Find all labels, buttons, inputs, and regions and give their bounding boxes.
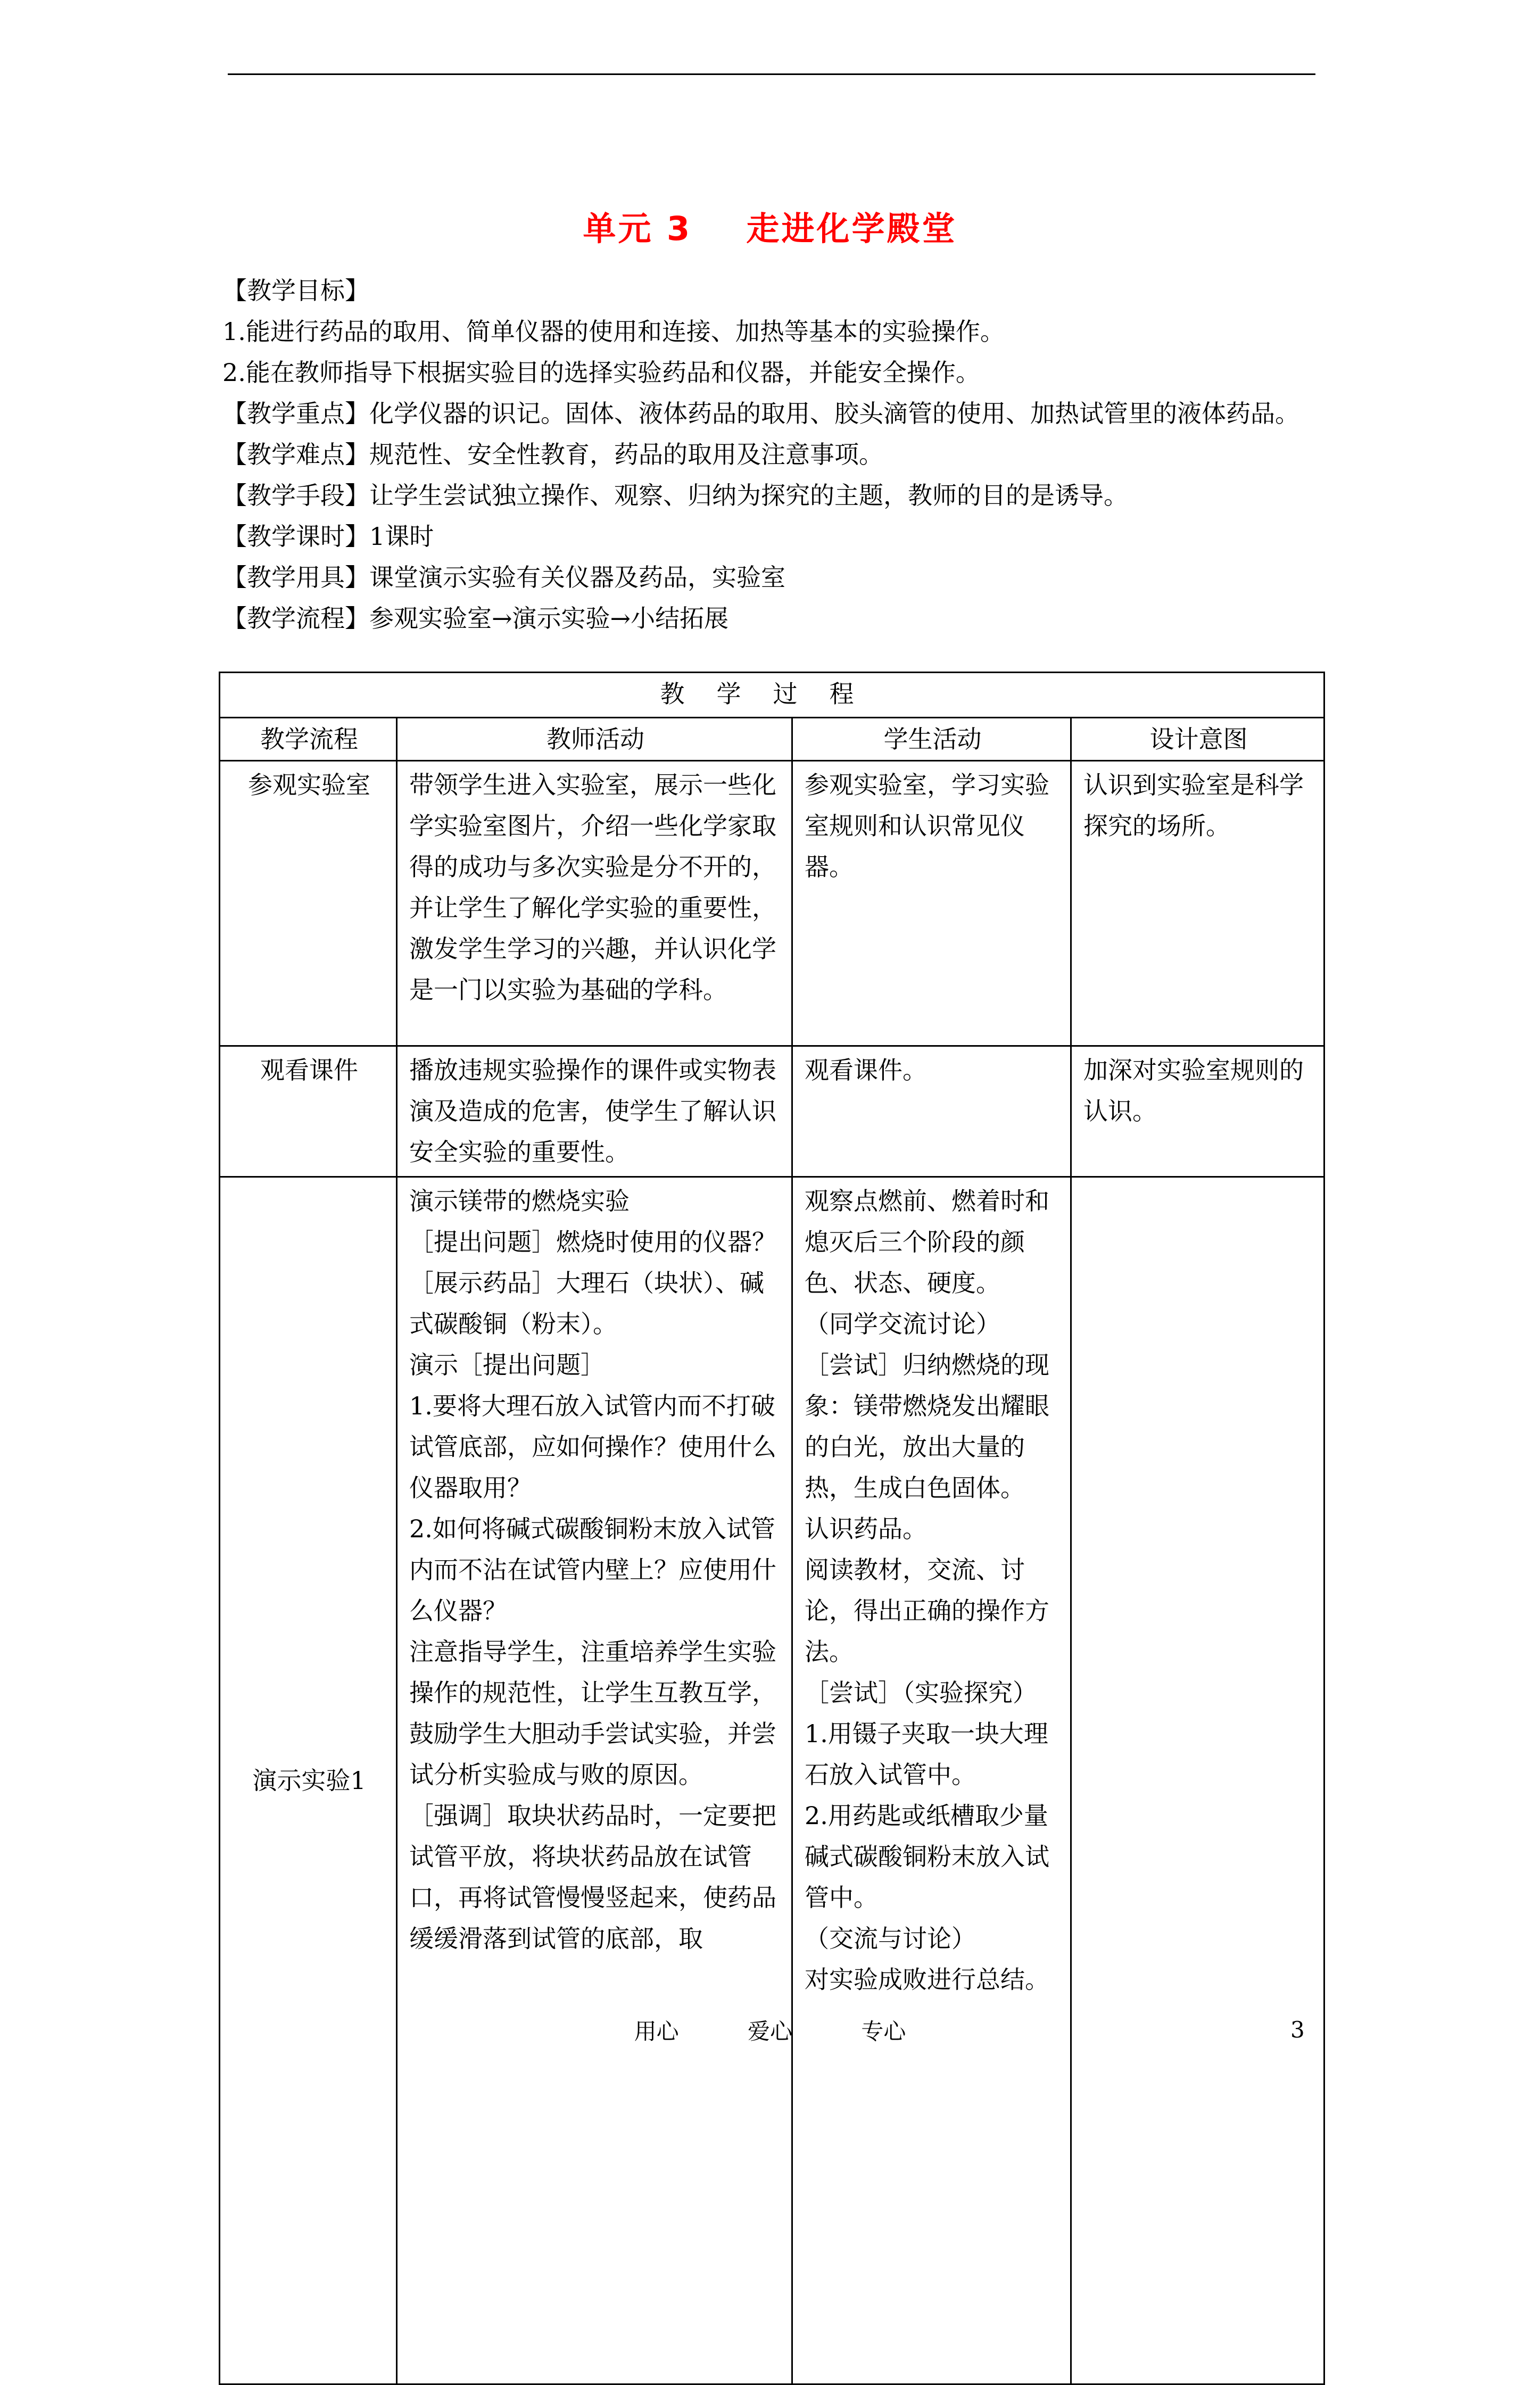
footer-item: 专心 bbox=[861, 2018, 906, 2044]
page-number: 3 bbox=[1290, 2017, 1305, 2043]
objectives-heading: 【教学目标】 bbox=[222, 276, 369, 305]
row-intent: 认识到实验室是科学探究的场所。 bbox=[1071, 761, 1324, 1046]
student-line: 2.用药匙或纸槽取少量碱式碳酸铜粉末放入试管中。 bbox=[805, 1801, 1049, 1912]
teacher-line: 演示镁带的燃烧实验 bbox=[409, 1187, 630, 1215]
header-rule bbox=[228, 73, 1315, 75]
flow-text: 参观实验室→演示实验→小结拓展 bbox=[369, 604, 729, 633]
process-table bbox=[219, 672, 1325, 2385]
student-line: 1.用镊子夹取一块大理石放入试管中。 bbox=[805, 1719, 1048, 1789]
means-label: 【教学手段】 bbox=[222, 481, 369, 510]
key-points bbox=[222, 393, 1329, 434]
means-text: 让学生尝试独立操作、观察、归纳为探究的主题，教师的目的是诱导。 bbox=[369, 481, 1128, 510]
header-student: 学生活动 bbox=[792, 718, 1071, 761]
row-teacher: 播放违规实验操作的课件或实物表演及造成的危害，使学生了解认识安全实验的重要性。 bbox=[397, 1046, 792, 1177]
row-student: 参观实验室，学习实验室规则和认识常见仪器。 bbox=[792, 761, 1071, 1046]
teacher-line: ［提出问题］燃烧时使用的仪器？ bbox=[409, 1228, 776, 1256]
row-teacher bbox=[397, 1177, 792, 2384]
header-intent: 设计意图 bbox=[1071, 718, 1324, 761]
row-teacher: 带领学生进入实验室，展示一些化学实验室图片，介绍一些化学家取得的成功与多次实验是分不开的，并让学生了解化学实验的重要性，激发学生学习的兴趣，并认识化学是一门以实验为基础的学科。 bbox=[397, 761, 792, 1046]
row-flow: 演示实验1 bbox=[220, 1177, 397, 2384]
student-line: 对实验成败进行总结。 bbox=[805, 1965, 1049, 1994]
tools-label: 【教学用具】 bbox=[222, 563, 369, 592]
footer-item: 爱心 bbox=[747, 2018, 792, 2044]
student-line: ［尝试］归纳燃烧的现象：镁带燃烧发出耀眼的白光，放出大量的热，生成白色固体。 bbox=[805, 1351, 1049, 1502]
teacher-line: 注意指导学生，注重培养学生实验操作的规范性，让学生互教互学，鼓励学生大胆动手尝试实验，并尝试分析实验成与败的原因。 bbox=[409, 1637, 776, 1789]
footer-item: 用心 bbox=[634, 2018, 679, 2044]
student-line: （交流与讨论） bbox=[805, 1924, 976, 1953]
flow-label: 【教学流程】 bbox=[222, 604, 369, 633]
difficulties-label: 【教学难点】 bbox=[222, 440, 369, 469]
class-hours bbox=[222, 516, 1329, 557]
key-points-text: 化学仪器的识记。固体、液体药品的取用、胶头滴管的使用、加热试管里的液体药品。 bbox=[369, 399, 1299, 428]
table-row bbox=[220, 1046, 1324, 1177]
page-title: 单元 3 走进化学殿堂 bbox=[583, 209, 957, 248]
page-footer bbox=[0, 2014, 1540, 2046]
teacher-line: 1.要将大理石放入试管内而不打破试管底部，应如何操作？使用什么仪器取用？ bbox=[409, 1392, 776, 1502]
header-teacher: 教师活动 bbox=[397, 718, 792, 761]
student-line: （同学交流讨论） bbox=[805, 1310, 1000, 1338]
row-student: 观看课件。 bbox=[792, 1046, 1071, 1177]
teaching-tools bbox=[222, 557, 1329, 598]
student-line: 观察点燃前、燃着时和熄灭后三个阶段的颜色、状态、硬度。 bbox=[805, 1187, 1049, 1297]
objective-1: 1.能进行药品的取用、简单仪器的使用和连接、加热等基本的实验操作。 bbox=[222, 317, 1005, 346]
teaching-flow bbox=[222, 598, 1329, 639]
teacher-line: ［强调］取块状药品时，一定要把试管平放，将块状药品放在试管口，再将试管慢慢竖起来，使药品缓缓滑落到试管的底部，取 bbox=[409, 1801, 776, 1953]
teaching-means bbox=[222, 475, 1329, 516]
table-row bbox=[220, 1177, 1324, 2384]
teacher-line: ［展示药品］大理石（块状）、碱式碳酸铜（粉末）。 bbox=[409, 1269, 764, 1338]
difficulties bbox=[222, 434, 1329, 475]
row-student bbox=[792, 1177, 1071, 2384]
student-line: 阅读教材，交流、讨论，得出正确的操作方法。 bbox=[805, 1555, 1049, 1666]
table-header-row bbox=[220, 718, 1324, 761]
key-points-label: 【教学重点】 bbox=[222, 399, 369, 428]
teacher-line: 演示［提出问题］ bbox=[409, 1351, 605, 1379]
row-intent: 加深对实验室规则的认识。 bbox=[1071, 1046, 1324, 1177]
row-flow: 观看课件 bbox=[220, 1046, 397, 1177]
lesson-meta bbox=[222, 270, 1329, 639]
table-caption: 教学过程 bbox=[220, 673, 1324, 718]
table-row bbox=[220, 761, 1324, 1046]
tools-text: 课堂演示实验有关仪器及药品，实验室 bbox=[369, 563, 785, 592]
student-line: ［尝试］（实验探究） bbox=[805, 1678, 1037, 1707]
difficulties-text: 规范性、安全性教育，药品的取用及注意事项。 bbox=[369, 440, 883, 469]
row-intent bbox=[1071, 1177, 1324, 2384]
hours-text: 1课时 bbox=[369, 522, 434, 551]
row-flow: 参观实验室 bbox=[220, 761, 397, 1046]
student-line: 认识药品。 bbox=[805, 1514, 927, 1543]
header-flow: 教学流程 bbox=[220, 718, 397, 761]
hours-label: 【教学课时】 bbox=[222, 522, 369, 551]
teacher-line: 2.如何将碱式碳酸铜粉末放入试管内而不沾在试管内壁上？应使用什么仪器？ bbox=[409, 1514, 776, 1625]
objective-2: 2.能在教师指导下根据实验目的选择实验药品和仪器，并能安全操作。 bbox=[222, 358, 980, 387]
